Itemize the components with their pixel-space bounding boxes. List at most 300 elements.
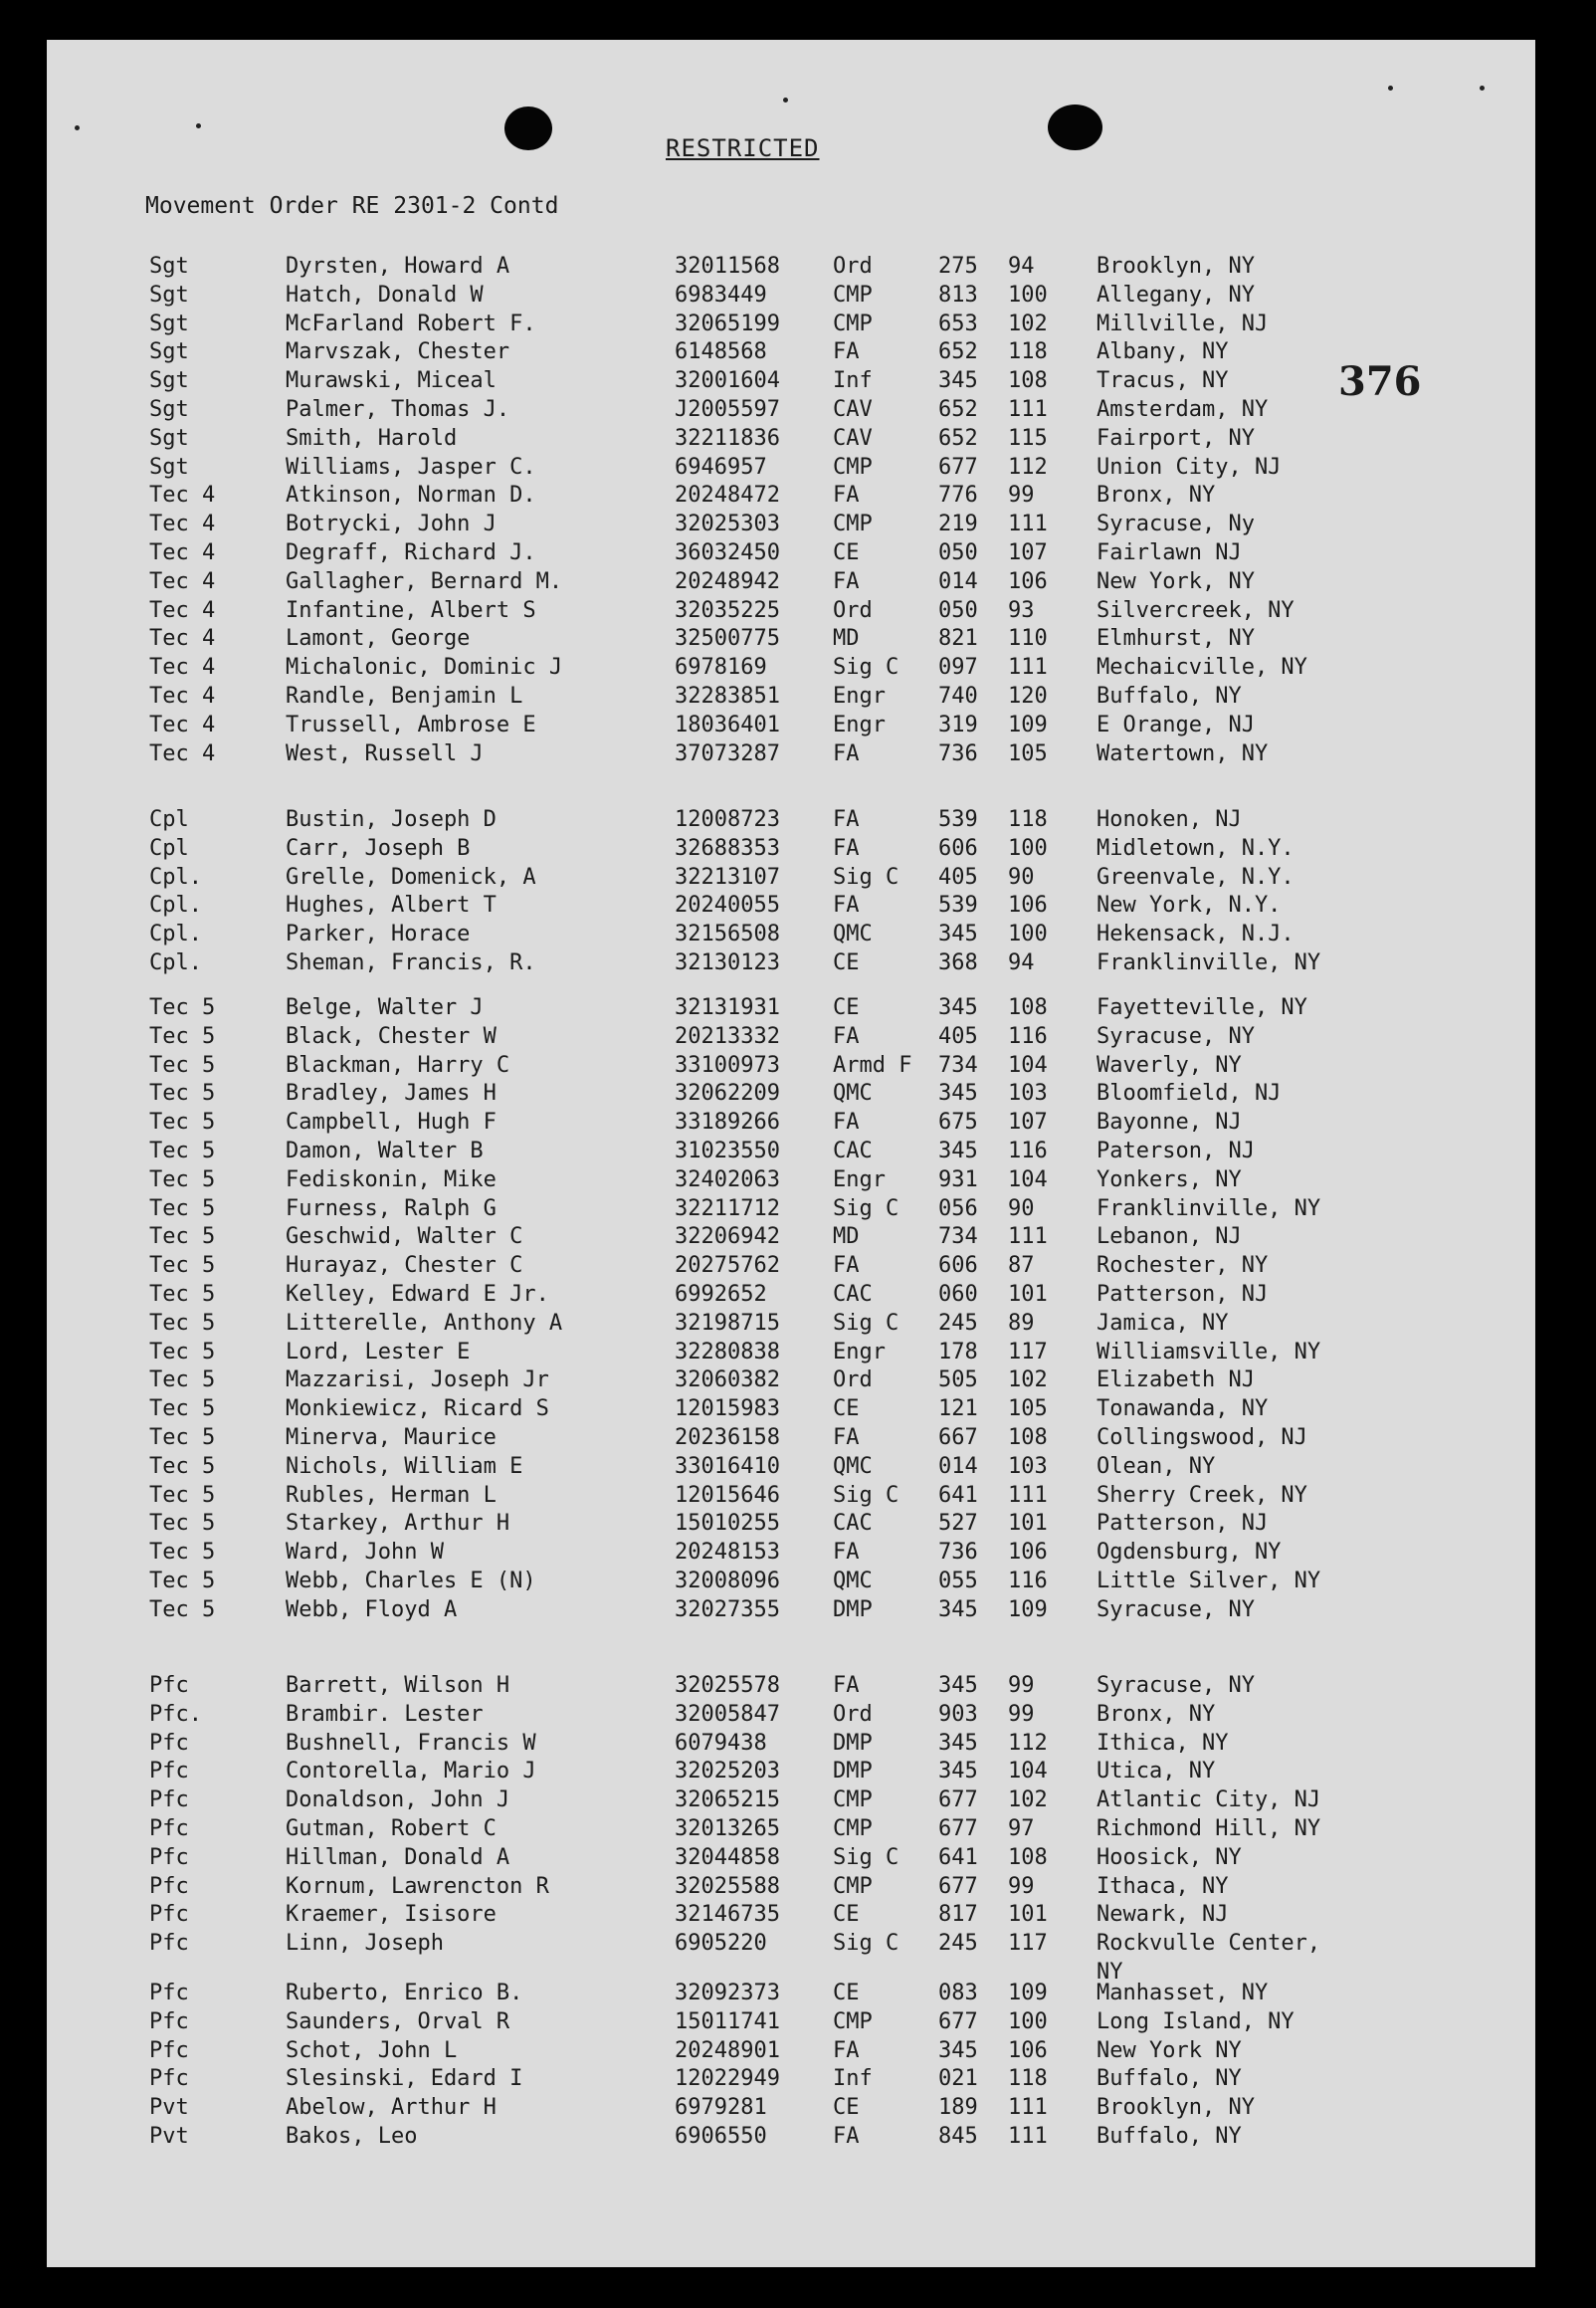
rank-cell: Pvt <box>149 2124 189 2149</box>
hometown-cell: Allegany, NY <box>1097 282 1255 308</box>
number-cell: 94 <box>1008 254 1035 279</box>
code-cell: 931 <box>938 1166 978 1192</box>
rank-cell: Tec 5 <box>149 1139 216 1163</box>
code-cell: 345 <box>938 2037 978 2063</box>
name-cell: Kornum, Lawrencton R <box>286 1873 549 1899</box>
hometown-cell: Franklinville, NY <box>1097 1195 1321 1221</box>
roster-row <box>47 1139 1535 1167</box>
number-cell: 103 <box>1008 1453 1048 1479</box>
code-cell: 345 <box>938 1673 978 1698</box>
page-number: 376 <box>1338 358 1422 405</box>
number-cell: 89 <box>1008 1310 1035 1336</box>
arm-service-cell: Engr <box>833 1339 886 1364</box>
number-cell: 100 <box>1008 922 1048 947</box>
rank-cell: Sgt <box>149 454 189 480</box>
serial-number-cell: 12008723 <box>675 807 780 832</box>
rank-cell: Sgt <box>149 397 189 422</box>
number-cell: 109 <box>1008 1596 1048 1622</box>
rank-cell: Sgt <box>149 425 189 451</box>
roster-row <box>47 1024 1535 1053</box>
roster-row <box>47 397 1535 426</box>
hometown-cell: Buffalo, NY <box>1097 2124 1242 2149</box>
number-cell: 103 <box>1008 1081 1048 1107</box>
serial-number-cell: 32146735 <box>675 1902 780 1928</box>
rank-cell: Tec 4 <box>149 540 216 565</box>
name-cell: Nichols, William E <box>286 1453 523 1479</box>
code-cell: 734 <box>938 1224 978 1250</box>
roster-row <box>47 684 1535 713</box>
rank-cell: Pfc <box>149 1816 189 1841</box>
serial-number-cell: 12015646 <box>675 1482 780 1508</box>
number-cell: 104 <box>1008 1166 1048 1192</box>
name-cell: Belge, Walter J <box>286 995 484 1020</box>
name-cell: Furness, Ralph G <box>286 1195 497 1221</box>
serial-number-cell: 20248942 <box>675 568 780 594</box>
arm-service-cell: Armd F <box>833 1052 912 1078</box>
rank-cell: Tec 5 <box>149 1540 216 1566</box>
rank-cell: Tec 5 <box>149 1569 216 1593</box>
arm-service-cell: DMP <box>833 1730 873 1756</box>
rank-cell: Tec 5 <box>149 1482 216 1508</box>
rank-cell: Pfc <box>149 1981 189 2005</box>
arm-service-cell: FA <box>833 1253 860 1279</box>
serial-number-cell: 32062209 <box>675 1081 780 1107</box>
name-cell: Starkey, Arthur H <box>286 1511 510 1537</box>
number-cell: 120 <box>1008 684 1048 709</box>
arm-service-cell: DMP <box>833 1759 873 1784</box>
serial-number-cell: 6983449 <box>675 282 767 308</box>
name-cell: Parker, Horace <box>286 922 471 947</box>
arm-service-cell: FA <box>833 2124 860 2149</box>
arm-service-cell: FA <box>833 835 860 861</box>
number-cell: 106 <box>1008 2037 1048 2063</box>
serial-number-cell: 6979281 <box>675 2095 767 2121</box>
name-cell: Ruberto, Enrico B. <box>286 1981 523 2005</box>
number-cell: 104 <box>1008 1759 1048 1784</box>
name-cell: Blackman, Harry C <box>286 1052 510 1078</box>
rank-cell: Cpl. <box>149 893 202 919</box>
serial-number-cell: 20275762 <box>675 1253 780 1279</box>
hometown-cell: Richmond Hill, NY <box>1097 1816 1321 1841</box>
roster-row <box>47 1110 1535 1139</box>
rank-cell: Tec 4 <box>149 655 216 681</box>
hometown-cell: Rochester, NY <box>1097 1253 1269 1279</box>
arm-service-cell: DMP <box>833 1596 873 1622</box>
hometown-cell: Manhasset, NY <box>1097 1981 1269 2005</box>
roster-row <box>47 1569 1535 1597</box>
paper-speck <box>783 98 788 103</box>
code-cell: 245 <box>938 1310 978 1336</box>
number-cell: 102 <box>1008 1367 1048 1393</box>
serial-number-cell: 32025578 <box>675 1673 780 1698</box>
hometown-cell: Syracuse, Ny <box>1097 512 1255 537</box>
number-cell: 118 <box>1008 2066 1048 2092</box>
arm-service-cell: FA <box>833 1023 860 1049</box>
serial-number-cell: 32044858 <box>675 1844 780 1870</box>
arm-service-cell: Sig C <box>833 1310 899 1336</box>
roster-row <box>47 950 1535 979</box>
serial-number-cell: 32211712 <box>675 1195 780 1221</box>
number-cell: 102 <box>1008 311 1048 336</box>
serial-number-cell: 32060382 <box>675 1367 780 1393</box>
hometown-cell: NY <box>1097 1960 1123 1985</box>
rank-cell: Cpl. <box>149 950 202 975</box>
name-cell: Bradley, James H <box>286 1081 497 1107</box>
hometown-cell: Silvercreek, NY <box>1097 597 1295 623</box>
rank-cell: Tec 5 <box>149 1224 216 1250</box>
hometown-cell: Utica, NY <box>1097 1759 1216 1784</box>
roster-row <box>47 1340 1535 1368</box>
code-cell: 345 <box>938 1730 978 1756</box>
name-cell: Carr, Joseph B <box>286 835 471 861</box>
arm-service-cell: CMP <box>833 1816 873 1841</box>
rank-cell: Tec 5 <box>149 1425 216 1450</box>
rank-cell: Sgt <box>149 282 189 308</box>
arm-service-cell: QMC <box>833 1569 873 1593</box>
roster-row <box>47 713 1535 741</box>
name-cell: Marvszak, Chester <box>286 339 510 365</box>
rank-cell: Tec 5 <box>149 1052 216 1078</box>
arm-service-cell: CMP <box>833 512 873 537</box>
rank-cell: Tec 5 <box>149 1023 216 1049</box>
name-cell: Brambir. Lester <box>286 1701 484 1727</box>
roster-row <box>47 741 1535 770</box>
code-cell: 345 <box>938 995 978 1020</box>
name-cell: Kelley, Edward E Jr. <box>286 1282 549 1307</box>
roster-row <box>47 1367 1535 1396</box>
code-cell: 736 <box>938 740 978 766</box>
name-cell: Linn, Joseph <box>286 1931 444 1957</box>
roster-row <box>47 1673 1535 1702</box>
rank-cell: Pfc <box>149 1759 189 1784</box>
serial-number-cell: 32283851 <box>675 684 780 709</box>
rank-cell: Tec 4 <box>149 597 216 623</box>
roster-row <box>47 1425 1535 1454</box>
arm-service-cell: Sig C <box>833 1482 899 1508</box>
code-cell: 345 <box>938 1596 978 1622</box>
name-cell: Litterelle, Anthony A <box>286 1310 563 1336</box>
roster-row <box>47 1053 1535 1082</box>
arm-service-cell: Engr <box>833 1166 886 1192</box>
name-cell: Gutman, Robert C <box>286 1816 497 1841</box>
hometown-cell: Sherry Creek, NY <box>1097 1482 1307 1508</box>
rank-cell: Sgt <box>149 368 189 394</box>
hometown-cell: Brooklyn, NY <box>1097 254 1255 279</box>
rank-cell: Pfc. <box>149 1701 202 1727</box>
rank-cell: Tec 5 <box>149 1596 216 1622</box>
code-cell: 345 <box>938 1081 978 1107</box>
name-cell: Williams, Jasper C. <box>286 454 536 480</box>
number-cell: 93 <box>1008 597 1035 623</box>
code-cell: 014 <box>938 1453 978 1479</box>
code-cell: 677 <box>938 1873 978 1899</box>
arm-service-cell: Engr <box>833 712 886 737</box>
name-cell: Infantine, Albert S <box>286 597 536 623</box>
name-cell: Smith, Harold <box>286 425 458 451</box>
rank-cell: Tec 5 <box>149 1081 216 1107</box>
serial-number-cell: 31023550 <box>675 1139 780 1163</box>
number-cell: 117 <box>1008 1931 1048 1957</box>
number-cell: 104 <box>1008 1052 1048 1078</box>
rank-cell: Tec 4 <box>149 483 216 509</box>
roster-row <box>47 426 1535 455</box>
number-cell: 111 <box>1008 397 1048 422</box>
serial-number-cell: 6148568 <box>675 339 767 365</box>
roster-row <box>47 1874 1535 1903</box>
hometown-cell: Union City, NJ <box>1097 454 1282 480</box>
serial-number-cell: 18036401 <box>675 712 780 737</box>
rank-cell: Tec 5 <box>149 1453 216 1479</box>
serial-number-cell: 32065199 <box>675 311 780 336</box>
roster-row <box>47 626 1535 655</box>
hometown-cell: Syracuse, NY <box>1097 1596 1255 1622</box>
name-cell: Campbell, Hugh F <box>286 1110 497 1136</box>
serial-number-cell: 32402063 <box>675 1166 780 1192</box>
serial-number-cell: 32001604 <box>675 368 780 394</box>
movement-order-title: Movement Order RE 2301-2 Contd <box>145 193 559 219</box>
code-cell: 345 <box>938 1759 978 1784</box>
name-cell: Grelle, Domenick, A <box>286 864 536 890</box>
rank-cell: Tec 4 <box>149 712 216 737</box>
roster-row <box>47 254 1535 283</box>
number-cell: 94 <box>1008 950 1035 975</box>
number-cell: 105 <box>1008 740 1048 766</box>
rank-cell: Cpl. <box>149 864 202 890</box>
code-cell: 319 <box>938 712 978 737</box>
roster-row <box>47 1483 1535 1512</box>
serial-number-cell: 32211836 <box>675 425 780 451</box>
name-cell: Kraemer, Isisore <box>286 1902 497 1928</box>
code-cell: 606 <box>938 835 978 861</box>
number-cell: 116 <box>1008 1139 1048 1163</box>
code-cell: 677 <box>938 2008 978 2034</box>
serial-number-cell: 12015983 <box>675 1396 780 1422</box>
code-cell: 641 <box>938 1844 978 1870</box>
rank-cell: Tec 4 <box>149 626 216 652</box>
serial-number-cell: 36032450 <box>675 540 780 565</box>
arm-service-cell: FA <box>833 2037 860 2063</box>
name-cell: Geschwid, Walter C <box>286 1224 523 1250</box>
arm-service-cell: CMP <box>833 311 873 336</box>
name-cell: Minerva, Maurice <box>286 1425 497 1450</box>
serial-number-cell: 20236158 <box>675 1425 780 1450</box>
name-cell: Degraff, Richard J. <box>286 540 536 565</box>
serial-number-cell: 32213107 <box>675 864 780 890</box>
number-cell: 107 <box>1008 540 1048 565</box>
arm-service-cell: FA <box>833 807 860 832</box>
name-cell: Randle, Benjamin L <box>286 684 523 709</box>
rank-cell: Tec 5 <box>149 1367 216 1393</box>
roster-row <box>47 1454 1535 1483</box>
arm-service-cell: FA <box>833 1673 860 1698</box>
name-cell: McFarland Robert F. <box>286 311 536 336</box>
name-cell: Webb, Floyd A <box>286 1596 458 1622</box>
roster-row <box>47 1167 1535 1196</box>
number-cell: 101 <box>1008 1282 1048 1307</box>
name-cell: Michalonic, Dominic J <box>286 655 563 681</box>
hometown-cell: Buffalo, NY <box>1097 2066 1242 2092</box>
arm-service-cell: CE <box>833 1981 860 2005</box>
code-cell: 505 <box>938 1367 978 1393</box>
arm-service-cell: CMP <box>833 1787 873 1813</box>
roster-row <box>47 1511 1535 1540</box>
roster-row <box>47 598 1535 627</box>
name-cell: Abelow, Arthur H <box>286 2095 497 2121</box>
number-cell: 99 <box>1008 1701 1035 1727</box>
arm-service-cell: Inf <box>833 2066 873 2092</box>
roster-row <box>47 1540 1535 1569</box>
code-cell: 677 <box>938 454 978 480</box>
hometown-cell: Ithaca, NY <box>1097 1873 1229 1899</box>
roster-row <box>47 1731 1535 1760</box>
number-cell: 111 <box>1008 1224 1048 1250</box>
name-cell: Black, Chester W <box>286 1023 497 1049</box>
rank-cell: Pfc <box>149 1931 189 1957</box>
hometown-cell: E Orange, NJ <box>1097 712 1255 737</box>
roster-row <box>47 569 1535 598</box>
hometown-cell: Waverly, NY <box>1097 1052 1242 1078</box>
code-cell: 845 <box>938 2124 978 2149</box>
hometown-cell: Fayetteville, NY <box>1097 995 1307 1020</box>
code-cell: 817 <box>938 1902 978 1928</box>
hometown-cell: Franklinville, NY <box>1097 950 1321 975</box>
code-cell: 652 <box>938 425 978 451</box>
number-cell: 108 <box>1008 1844 1048 1870</box>
hometown-cell: Elizabeth NJ <box>1097 1367 1255 1393</box>
hometown-cell: Buffalo, NY <box>1097 684 1242 709</box>
roster-row <box>47 1759 1535 1787</box>
number-cell: 101 <box>1008 1902 1048 1928</box>
arm-service-cell: CMP <box>833 282 873 308</box>
serial-number-cell: 32500775 <box>675 626 780 652</box>
number-cell: 108 <box>1008 1425 1048 1450</box>
roster-row <box>47 483 1535 512</box>
name-cell: Monkiewicz, Ricard S <box>286 1396 549 1422</box>
number-cell: 90 <box>1008 1195 1035 1221</box>
serial-number-cell: 6992652 <box>675 1282 767 1307</box>
serial-number-cell: 12022949 <box>675 2066 780 2092</box>
code-cell: 539 <box>938 807 978 832</box>
hometown-cell: Hoosick, NY <box>1097 1844 1242 1870</box>
rank-cell: Pfc <box>149 1844 189 1870</box>
name-cell: Ward, John W <box>286 1540 444 1566</box>
roster-row <box>47 1396 1535 1425</box>
number-cell: 115 <box>1008 425 1048 451</box>
serial-number-cell: 6079438 <box>675 1730 767 1756</box>
arm-service-cell: Engr <box>833 684 886 709</box>
rank-cell: Tec 5 <box>149 1282 216 1307</box>
roster-row <box>47 1816 1535 1845</box>
number-cell: 118 <box>1008 339 1048 365</box>
arm-service-cell: Sig C <box>833 1931 899 1957</box>
hometown-cell: New York, NY <box>1097 568 1255 594</box>
name-cell: Atkinson, Norman D. <box>286 483 536 509</box>
serial-number-cell: 20248901 <box>675 2037 780 2063</box>
roster-row <box>47 2095 1535 2124</box>
roster-row <box>47 655 1535 684</box>
number-cell: 87 <box>1008 1253 1035 1279</box>
number-cell: 118 <box>1008 807 1048 832</box>
hometown-cell: Amsterdam, NY <box>1097 397 1269 422</box>
roster-row <box>47 893 1535 922</box>
hometown-cell: Tracus, NY <box>1097 368 1229 394</box>
arm-service-cell: CE <box>833 1396 860 1422</box>
code-cell: 097 <box>938 655 978 681</box>
name-cell: Barrett, Wilson H <box>286 1673 510 1698</box>
hometown-cell: Atlantic City, NJ <box>1097 1787 1321 1813</box>
arm-service-cell: CE <box>833 1902 860 1928</box>
code-cell: 189 <box>938 2095 978 2121</box>
roster-row <box>47 283 1535 312</box>
code-cell: 641 <box>938 1482 978 1508</box>
serial-number-cell: 20240055 <box>675 893 780 919</box>
roster-row <box>47 836 1535 865</box>
roster-row <box>47 1931 1535 1960</box>
code-cell: 178 <box>938 1339 978 1364</box>
arm-service-cell: QMC <box>833 1081 873 1107</box>
code-cell: 903 <box>938 1701 978 1727</box>
code-cell: 060 <box>938 1282 978 1307</box>
roster-row <box>47 1253 1535 1282</box>
hometown-cell: New York, N.Y. <box>1097 893 1282 919</box>
arm-service-cell: CAC <box>833 1511 873 1537</box>
code-cell: 677 <box>938 1787 978 1813</box>
rank-cell: Sgt <box>149 311 189 336</box>
hometown-cell: Syracuse, NY <box>1097 1023 1255 1049</box>
arm-service-cell: CMP <box>833 2008 873 2034</box>
serial-number-cell: 20248472 <box>675 483 780 509</box>
hometown-cell: Hekensack, N.J. <box>1097 922 1295 947</box>
code-cell: 345 <box>938 922 978 947</box>
arm-service-cell: Ord <box>833 254 873 279</box>
hometown-cell: Fairport, NY <box>1097 425 1255 451</box>
arm-service-cell: FA <box>833 339 860 365</box>
number-cell: 111 <box>1008 512 1048 537</box>
rank-cell: Pfc <box>149 2008 189 2034</box>
number-cell: 97 <box>1008 1816 1035 1841</box>
hometown-cell: Long Island, NY <box>1097 2008 1295 2034</box>
serial-number-cell: 32013265 <box>675 1816 780 1841</box>
name-cell: Sheman, Francis, R. <box>286 950 536 975</box>
classification-heading: RESTRICTED <box>666 134 820 162</box>
serial-number-cell: 33189266 <box>675 1110 780 1136</box>
serial-number-cell: 32035225 <box>675 597 780 623</box>
name-cell: Bakos, Leo <box>286 2124 418 2149</box>
roster-row <box>47 1845 1535 1874</box>
hometown-cell: Collingswood, NJ <box>1097 1425 1307 1450</box>
hometown-cell: Albany, NY <box>1097 339 1229 365</box>
arm-service-cell: Ord <box>833 1701 873 1727</box>
roster-row <box>47 2066 1535 2095</box>
name-cell: Hughes, Albert T <box>286 893 497 919</box>
number-cell: 106 <box>1008 893 1048 919</box>
number-cell: 102 <box>1008 1787 1048 1813</box>
serial-number-cell: 32025588 <box>675 1873 780 1899</box>
number-cell: 111 <box>1008 655 1048 681</box>
name-cell: Damon, Walter B <box>286 1139 484 1163</box>
code-cell: 405 <box>938 864 978 890</box>
paper-speck <box>1388 86 1393 91</box>
arm-service-cell: CE <box>833 540 860 565</box>
arm-service-cell: MD <box>833 1224 860 1250</box>
rank-cell: Tec 5 <box>149 1310 216 1336</box>
hometown-cell: Jamica, NY <box>1097 1310 1229 1336</box>
serial-number-cell: 32092373 <box>675 1981 780 2005</box>
rank-cell: Tec 5 <box>149 1110 216 1136</box>
code-cell: 055 <box>938 1569 978 1593</box>
arm-service-cell: Sig C <box>833 1844 899 1870</box>
rank-cell: Tec 4 <box>149 684 216 709</box>
